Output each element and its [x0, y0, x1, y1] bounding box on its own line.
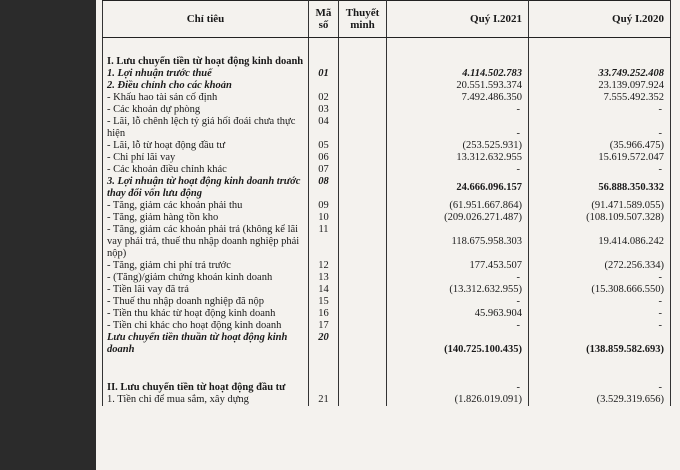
header-note: Thuyết minh	[339, 1, 387, 38]
row-q2020: -	[529, 320, 671, 332]
row-q2020: (15.308.666.550)	[529, 284, 671, 296]
row-q2020: 56.888.350.332	[529, 176, 671, 200]
row-note	[339, 224, 387, 260]
row-code: 02	[309, 92, 339, 104]
row-q2021: (140.725.100.435)	[387, 332, 529, 356]
row-q2020: -	[529, 272, 671, 284]
row-note	[339, 164, 387, 176]
row-code: 01	[309, 68, 339, 80]
row-code: 12	[309, 260, 339, 272]
row-code: 17	[309, 320, 339, 332]
row-q2020: -	[529, 370, 671, 394]
row-item: 2. Điều chỉnh cho các khoản	[103, 80, 309, 92]
row-code: 16	[309, 308, 339, 320]
row-item: - Lãi, lỗ chênh lệch tỷ giá hối đoái chưa thực hiện	[103, 116, 309, 140]
table-row	[103, 370, 671, 394]
row-q2020: 19.414.086.242	[529, 224, 671, 260]
table-row	[103, 284, 671, 296]
row-item: - Thuế thu nhập doanh nghiệp đã nộp	[103, 296, 309, 308]
cash-flow-sheet	[102, 0, 670, 470]
row-item: - Tiền thu khác từ hoạt động kinh doanh	[103, 308, 309, 320]
cash-flow-table	[102, 0, 671, 406]
row-code: 05	[309, 140, 339, 152]
table-row	[103, 104, 671, 116]
row-q2020	[529, 44, 671, 68]
table-row	[103, 176, 671, 200]
row-code: 06	[309, 152, 339, 164]
table-row	[103, 224, 671, 260]
header-q2020: Quý I.2020	[529, 1, 671, 38]
row-item: Lưu chuyển tiền thuần từ hoạt động kinh doanh	[103, 332, 309, 356]
row-code: 14	[309, 284, 339, 296]
table-row	[103, 272, 671, 284]
row-q2021: 13.312.632.955	[387, 152, 529, 164]
row-q2021: -	[387, 272, 529, 284]
row-q2020: 33.749.252.408	[529, 68, 671, 80]
row-q2021: 7.492.486.350	[387, 92, 529, 104]
row-q2021: (1.826.019.091)	[387, 394, 529, 406]
row-item: - Khấu hao tài sản cố định	[103, 92, 309, 104]
row-q2020: -	[529, 116, 671, 140]
table-row	[103, 320, 671, 332]
row-q2021: 4.114.502.783	[387, 68, 529, 80]
table-row	[103, 80, 671, 92]
row-q2021: (13.312.632.955)	[387, 284, 529, 296]
header-item: Chỉ tiêu	[103, 1, 309, 38]
table-row	[103, 308, 671, 320]
table-row	[103, 394, 671, 406]
row-item: - Tăng, giảm các khoản phải trả (không kể lãi vay phải trả, thuế thu nhập doanh nghiệp phải nộp)	[103, 224, 309, 260]
row-q2020: (3.529.319.656)	[529, 394, 671, 406]
row-note	[339, 104, 387, 116]
row-note	[339, 212, 387, 224]
row-item: - Tăng, giảm các khoản phải thu	[103, 200, 309, 212]
row-q2021: -	[387, 116, 529, 140]
row-q2021: 20.551.593.374	[387, 80, 529, 92]
row-code: 20	[309, 332, 339, 356]
row-q2021: 118.675.958.303	[387, 224, 529, 260]
row-note	[339, 80, 387, 92]
header-q2021: Quý I.2021	[387, 1, 529, 38]
row-note	[339, 332, 387, 356]
row-q2021: -	[387, 320, 529, 332]
row-q2020: -	[529, 104, 671, 116]
row-code: 03	[309, 104, 339, 116]
row-item: 1. Lợi nhuận trước thuế	[103, 68, 309, 80]
row-code: 11	[309, 224, 339, 260]
row-note	[339, 116, 387, 140]
table-row	[103, 200, 671, 212]
table-row	[103, 260, 671, 272]
row-note	[339, 260, 387, 272]
row-q2021: 177.453.507	[387, 260, 529, 272]
table-row	[103, 140, 671, 152]
row-q2021: 24.666.096.157	[387, 176, 529, 200]
table-row	[103, 68, 671, 80]
row-q2021: 45.963.904	[387, 308, 529, 320]
row-note	[339, 140, 387, 152]
row-note	[339, 272, 387, 284]
row-q2020: -	[529, 164, 671, 176]
table-row	[103, 296, 671, 308]
row-item: 1. Tiền chi để mua sắm, xây dựng	[103, 394, 309, 406]
row-q2021: -	[387, 164, 529, 176]
row-code: 13	[309, 272, 339, 284]
row-code: 15	[309, 296, 339, 308]
row-item: - Tăng, giảm hàng tồn kho	[103, 212, 309, 224]
row-code: 21	[309, 394, 339, 406]
row-q2020: (138.859.582.693)	[529, 332, 671, 356]
table-row	[103, 92, 671, 104]
row-item: 3. Lợi nhuận từ hoạt động kinh doanh trước thay đổi vốn lưu động	[103, 176, 309, 200]
row-code	[309, 80, 339, 92]
row-code: 09	[309, 200, 339, 212]
row-code: 04	[309, 116, 339, 140]
row-q2020: -	[529, 308, 671, 320]
row-item: - Tiền lãi vay đã trả	[103, 284, 309, 296]
document-page	[96, 0, 680, 470]
table-row	[103, 116, 671, 140]
row-q2020: 23.139.097.924	[529, 80, 671, 92]
gap-row	[103, 356, 671, 370]
row-q2021: (253.525.931)	[387, 140, 529, 152]
row-note	[339, 200, 387, 212]
row-q2021	[387, 44, 529, 68]
row-item: I. Lưu chuyển tiền từ hoạt động kinh doanh	[103, 44, 309, 68]
row-q2021: -	[387, 104, 529, 116]
row-item: - Các khoản dự phòng	[103, 104, 309, 116]
row-item: - Tăng, giảm chi phí trả trước	[103, 260, 309, 272]
row-note	[339, 68, 387, 80]
row-code	[309, 370, 339, 394]
row-code: 10	[309, 212, 339, 224]
row-code: 08	[309, 176, 339, 200]
row-q2020: (272.256.334)	[529, 260, 671, 272]
row-q2021: -	[387, 296, 529, 308]
row-note	[339, 92, 387, 104]
row-q2020: (108.109.507.328)	[529, 212, 671, 224]
row-q2020: (35.966.475)	[529, 140, 671, 152]
row-q2020: -	[529, 296, 671, 308]
header-row	[103, 1, 671, 38]
row-note	[339, 44, 387, 68]
row-q2020: 15.619.572.047	[529, 152, 671, 164]
row-item: - Các khoản điều chỉnh khác	[103, 164, 309, 176]
row-note	[339, 308, 387, 320]
row-note	[339, 152, 387, 164]
row-q2021: (209.026.271.487)	[387, 212, 529, 224]
row-q2021: -	[387, 370, 529, 394]
table-row	[103, 44, 671, 68]
row-item: II. Lưu chuyển tiền từ hoạt động đầu tư	[103, 370, 309, 394]
row-item: - Chi phí lãi vay	[103, 152, 309, 164]
row-q2020: 7.555.492.352	[529, 92, 671, 104]
row-item: - Tiền chi khác cho hoạt động kinh doanh	[103, 320, 309, 332]
row-note	[339, 284, 387, 296]
row-code	[309, 44, 339, 68]
row-note	[339, 394, 387, 406]
header-code: Mã số	[309, 1, 339, 38]
row-note	[339, 370, 387, 394]
row-code: 07	[309, 164, 339, 176]
table-row	[103, 332, 671, 356]
row-note	[339, 320, 387, 332]
table-row	[103, 164, 671, 176]
table-row	[103, 152, 671, 164]
row-note	[339, 176, 387, 200]
row-q2020: (91.471.589.055)	[529, 200, 671, 212]
row-note	[339, 296, 387, 308]
table-row	[103, 212, 671, 224]
row-q2021: (61.951.667.864)	[387, 200, 529, 212]
row-item: - (Tăng)/giảm chứng khoán kinh doanh	[103, 272, 309, 284]
row-item: - Lãi, lỗ từ hoạt động đầu tư	[103, 140, 309, 152]
